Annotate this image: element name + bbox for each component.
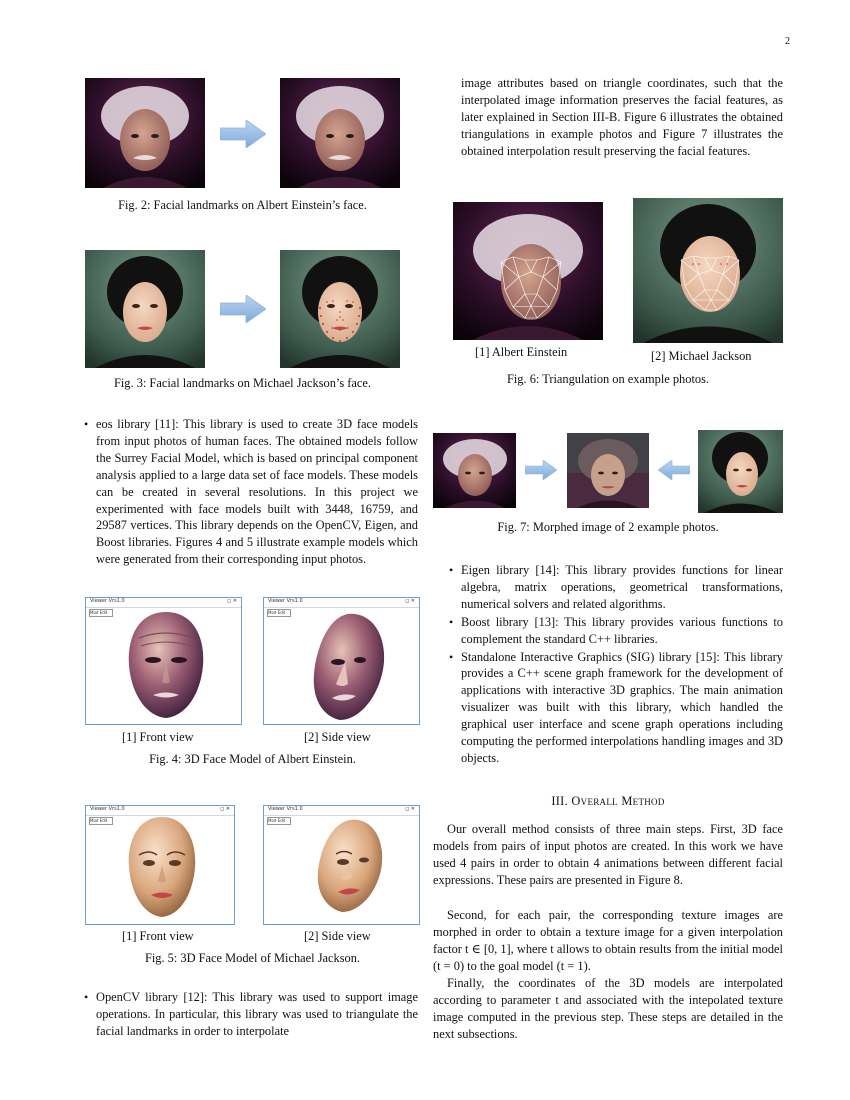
continuation-paragraph: image attributes based on triangle coordinates, such that the interpolated image information preserves the facial features, as later explained in Section III-B. Figure 6 illustrates the obtained triangulations in example photos and Figure 7 illustrates the obtained interpolation result preserving the facial features.	[461, 76, 783, 158]
fig4-front-label: [1] Front view	[122, 730, 194, 744]
method-paragraph-3: Finally, the coordinates of the 3D models are interpolated according to parameter t and associated with the intepolated texture image computed in the previous step. These steps are detailed in the next subsections.	[433, 976, 783, 1041]
window-title: Viewer Vrs1.0	[90, 806, 125, 812]
jackson-small-photo	[698, 430, 783, 513]
einstein-3d-side-model	[300, 612, 390, 724]
window-title: Viewer Vrs1.0	[90, 598, 125, 604]
fig7-caption: Fig. 7: Morphed image of 2 example photos.	[497, 520, 719, 534]
right-arrow-icon	[525, 460, 557, 480]
list-item: • Boost library [13]: This library provides various functions to complement the standard C++ libraries.	[449, 614, 783, 646]
jackson-triangulation-photo	[633, 198, 783, 343]
right-arrow-icon	[220, 295, 266, 323]
jackson-photo	[85, 250, 205, 368]
eigen-text: Eigen library [14]: This library provides functions for linear algebra, matrix operations, geometrical transformations, numerical solvers and related algorithms.	[461, 563, 783, 611]
viewer-window-front: Viewer Vrs1.0 ◻ ✕ Mod Edit	[85, 805, 235, 925]
page-number: 2	[785, 36, 790, 47]
list-item: • eos library [11]: This library is used to create 3D face models from input photos of human faces. The obtained models follow the Surrey Facial Model, which is based on principal component analysis applied to a large data set of face models. These models can be created in several resolutions. In this project we experimented with face models built with 3448, 16759, and 29587 vertices. This library depends on the OpenCV, Eigen, and Boost libraries. Figures 4 and 5 illustrate example models which were generated from their corresponding input photos.	[84, 417, 418, 567]
fig5-front-label: [1] Front view	[122, 929, 194, 943]
einstein-landmarks-photo	[280, 78, 400, 188]
viewer-window-front: Viewer Vrs1.0 ◻ ✕ Mod Edit	[85, 597, 242, 725]
fig6-caption: Fig. 6: Triangulation on example photos.	[506, 372, 710, 386]
window-toolbar-button[interactable]: Mod Edit	[267, 817, 291, 825]
library-bullet-list	[449, 562, 783, 768]
window-toolbar-button[interactable]: Mod Edit	[89, 609, 113, 617]
list-item: • OpenCV library [12]: This library was used to support image operations. In particular, this library was used to triangulate the facial landmarks in order to interpolate	[84, 990, 418, 1038]
method-paragraph-1: Our overall method consists of three main steps. First, 3D face models from pairs of input photos are created. In this work we have used 4 pairs in order to obtain 4 animations between different facial expressions. These pairs are presented in Figure 8.	[433, 822, 783, 887]
boost-text: Boost library [13]: This library provides various functions to complement the standard C++ libraries.	[461, 614, 783, 646]
einstein-photo	[85, 78, 205, 188]
fig6-label-1: [1] Albert Einstein	[475, 345, 568, 359]
window-title: Viewer Vrs1.0	[268, 806, 303, 812]
opencv-bullet-list	[84, 989, 418, 1041]
fig4-caption: Fig. 4: 3D Face Model of Albert Einstein.	[149, 752, 356, 766]
jackson-3d-side-model	[310, 818, 386, 914]
morphed-photo	[567, 433, 649, 508]
fig4-side-label: [2] Side view	[304, 730, 371, 744]
section-heading: III. Overall Method	[551, 794, 665, 808]
method-paragraph-2: Second, for each pair, the corresponding texture images are morphed in order to obtain a texture image for a given interpolation factor t ∈ [0, 1], where t allows to obtain results from the initial model (t = 0) to the goal model (t = 1).	[433, 908, 783, 973]
opencv-text: OpenCV library [12]: This library was used to support image operations. In particular, this library was used to triangulate the facial landmarks in order to interpolate	[96, 990, 418, 1038]
window-title: Viewer Vrs1.0	[268, 598, 303, 604]
fig5-side-label: [2] Side view	[304, 929, 371, 943]
einstein-small-photo	[433, 433, 516, 508]
fig2-caption: Fig. 2: Facial landmarks on Albert Einstein’s face.	[118, 198, 367, 212]
fig6-label-2: [2] Michael Jackson	[651, 349, 752, 363]
window-toolbar-button[interactable]: Mod Edit	[89, 817, 113, 825]
right-arrow-icon	[220, 120, 266, 148]
fig3-caption: Fig. 3: Facial landmarks on Michael Jackson’s face.	[113, 376, 372, 390]
jackson-landmarks-photo	[280, 250, 400, 368]
viewer-window-side: Viewer Vrs1.0 ◻ ✕ Mod Edit	[263, 597, 420, 725]
list-item: • Standalone Interactive Graphics (SIG) library [15]: This library provides a C++ scene graph framework for the development of applications with interactive 3D graphics. The main animation visualizer was built with this library, which handled the graphical user interface and scene graph operations including computing the performed interpolations handling images and 3D objects.	[449, 649, 783, 765]
viewer-window-side: Viewer Vrs1.0 ◻ ✕ Mod Edit	[263, 805, 420, 925]
fig5-caption: Fig. 5: 3D Face Model of Michael Jackson.	[144, 951, 361, 965]
eos-bullet-list	[84, 416, 418, 569]
list-item: • Eigen library [14]: This library provides functions for linear algebra, matrix operations, geometrical transformations, numerical solvers and related algorithms.	[449, 563, 783, 611]
einstein-3d-front-model	[125, 610, 207, 720]
sig-text: Standalone Interactive Graphics (SIG) library [15]: This library provides a C++ scene graph framework for the development of applications with interactive 3D graphics. The main animation visualizer was built with this library, which handled the graphical user interface and scene graph operations including computing the performed interpolations handling images and 3D objects.	[461, 649, 783, 765]
left-arrow-icon	[658, 460, 690, 480]
window-toolbar-button[interactable]: Mod Edit	[267, 609, 291, 617]
einstein-triangulation-photo	[453, 202, 603, 340]
jackson-3d-front-model	[125, 815, 199, 919]
eos-text: eos library [11]: This library is used to create 3D face models from input photos of human faces. The obtained models follow the Surrey Facial Model, which is based on principal component analysis applied to a large data set of face models. These models can be created in several resolutions. In this project we experimented with face models built with 3448, 16759, and 29587 vertices. This library depends on the OpenCV, Eigen, and Boost libraries. Figures 4 and 5 illustrate example models which were generated from their corresponding input photos.	[96, 417, 418, 567]
